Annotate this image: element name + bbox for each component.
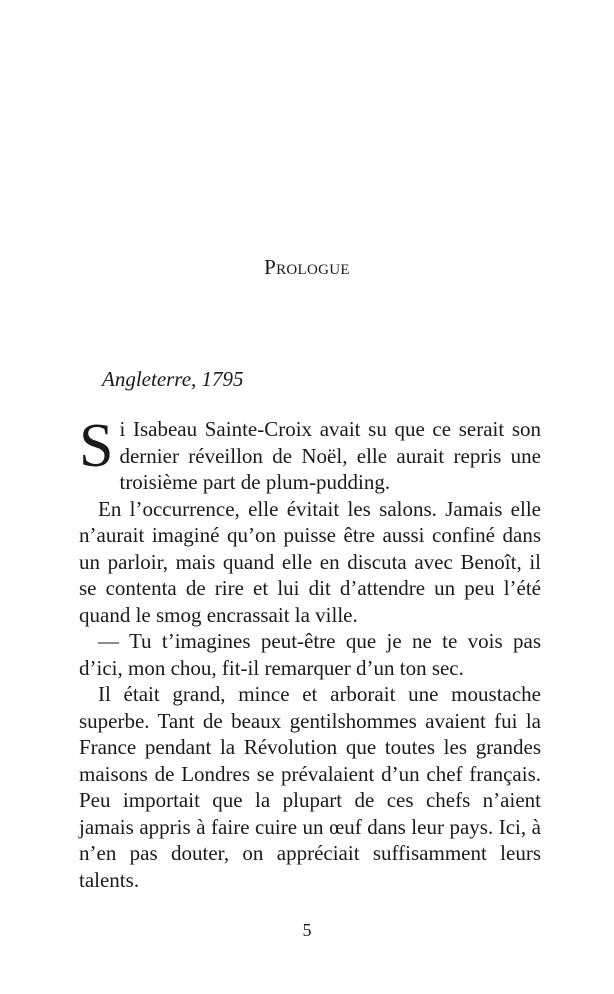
- paragraph-3: — Tu t’imagines peut-être que je ne te vois pas d’ici, mon chou, fit-il remarquer d’un ton sec.: [79, 629, 541, 680]
- drop-cap: S: [79, 412, 114, 480]
- paragraph-4: Il était grand, mince et arborait une moustache superbe. Tant de beaux gentilshommes avaient fui la France pendant la Révolution que toutes les grandes maisons de Londres se prévalaient d’un chef français. Peu importait que la plupart de ces chefs n’aient jamais appris à faire cuire un œuf dans leur pays. Ici, à n’en pas douter, on appréciait suffisamment leurs talents.: [79, 682, 541, 892]
- page-number: 5: [302, 920, 312, 940]
- chapter-heading: [0, 255, 614, 280]
- place-date-line: Angleterre, 1795: [102, 367, 244, 391]
- paragraph-2: En l’occurrence, elle évitait les salons. Jamais elle n’aurait imaginé qu’on puisse être aussi confiné dans un parloir, mais quand elle en discuta avec Benoît, il se contenta de rire et lui dit d’attendre un peu l’été quand le smog encrassait la ville.: [79, 496, 541, 627]
- paragraph-1-text: i Isabeau Sainte-Croix avait su que ce serait son dernier réveillon de Noël, elle aurait repris une troisième part de plum-pudding.: [119, 417, 541, 494]
- chapter-heading-rest: ROLOGUE: [276, 262, 350, 278]
- chapter-heading-initial: P: [264, 255, 277, 279]
- paragraph-1: [79, 412, 541, 496]
- body-text: [79, 412, 541, 893]
